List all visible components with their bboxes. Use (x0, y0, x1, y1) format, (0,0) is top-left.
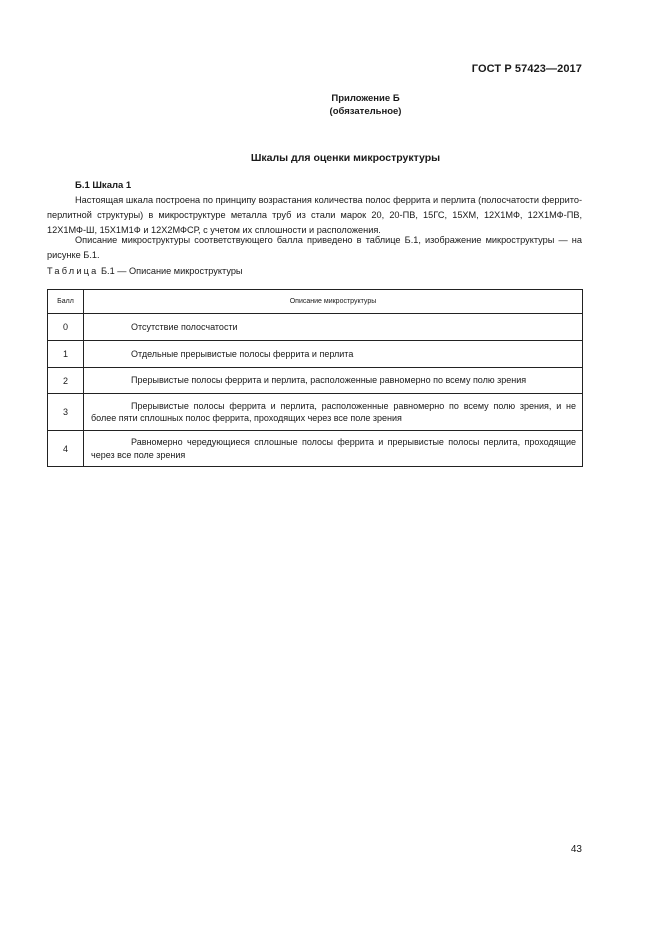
row-score: 2 (48, 368, 84, 394)
section-title: Шкалы для оценки микроструктуры (250, 152, 441, 164)
row-description-text: Прерывистые полосы феррита и перлита, расположенные равномерно по всему полю зрения (131, 375, 527, 386)
table-row (48, 368, 583, 394)
page-number: 43 (570, 844, 582, 855)
paragraph-2 (47, 233, 582, 263)
row-score: 3 (48, 394, 84, 431)
table-caption (47, 266, 243, 276)
header-score: Балл (48, 290, 84, 314)
table-row (48, 394, 583, 431)
microstructure-table (47, 289, 583, 467)
row-score: 4 (48, 431, 84, 467)
row-description-text: Прерывистые полосы феррита и перлита, расположенные равномерно по всему полю зрения, и не более пяти сплошных полос феррита, проходящих через все поле зрения (91, 400, 576, 423)
appendix-subtitle: (обязательное) (329, 106, 402, 117)
row-description (84, 394, 583, 431)
paragraph-1 (47, 193, 582, 238)
table-caption-text: Б.1 — Описание микроструктуры (101, 266, 243, 276)
table-caption-prefix: Таблица (47, 266, 99, 276)
paragraph-2-text: Описание микроструктуры соответствующего балла приведено в таблице Б.1, изображение микроструктуры — на рисунке Б.1. (47, 235, 582, 260)
document-id: ГОСТ Р 57423—2017 (471, 63, 582, 75)
table-row (48, 431, 583, 467)
row-description (84, 314, 583, 341)
row-score: 0 (48, 314, 84, 341)
table-row (48, 314, 583, 341)
appendix-title: Приложение Б (331, 93, 400, 104)
table-header-row (48, 290, 583, 314)
row-description-text: Отдельные прерывистые полосы феррита и перлита (131, 348, 354, 359)
row-description-text: Отсутствие полосчатости (131, 321, 238, 332)
row-description (84, 368, 583, 394)
appendix-heading (0, 92, 661, 118)
header-description: Описание микроструктуры (84, 290, 583, 314)
row-description (84, 431, 583, 467)
row-description-text: Равномерно чередующиеся сплошные полосы феррита и прерывистые полосы перлита, проходящие через все поле зрения (91, 437, 576, 460)
paragraph-1-text: Настоящая шкала построена по принципу возрастания количества полос феррита и перлита (полосчатости феррито-перлитной структуры) в микроструктуре металла труб из стали марок 20, 20-ПВ, 15ГС, 15ХМ, 12Х1МФ, 12Х1МФ-ПВ, 12Х1МФ-Ш, 15Х1М1Ф и 12Х2МФСР, с учетом их сплошности и расположения. (47, 195, 582, 235)
row-score: 1 (48, 341, 84, 368)
table-row (48, 341, 583, 368)
row-description (84, 341, 583, 368)
subsection-title: Б.1 Шкала 1 (75, 180, 132, 191)
